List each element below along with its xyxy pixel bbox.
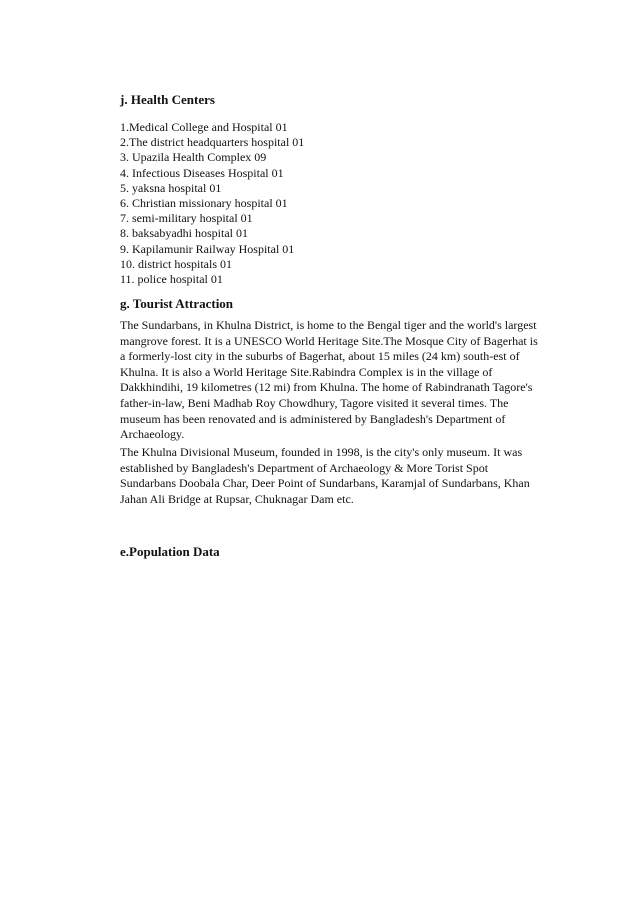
health-centers-list (120, 120, 304, 287)
list-item: 4. Infectious Diseases Hospital 01 (120, 165, 284, 180)
list-item: 9. Kapilamunir Railway Hospital 01 (120, 241, 295, 256)
tourist-paragraph-2: The Khulna Divisional Museum, founded in 1998, is the city's only museum. It was established by Bangladesh's Department of Archaeology & More Torist Spot Sundarbans Doobala Char, Deer Point of Sundarbans, Karamjal of Sundarbans, Khan Jahan Ali Bridge at Rupsar, Chuknagar Dam etc. (120, 445, 530, 506)
list-item: 10. district hospitals 01 (120, 256, 232, 271)
population-data-heading: e.Population Data (120, 544, 220, 559)
list-item: 3. Upazila Health Complex 09 (120, 150, 267, 165)
tourist-attraction-heading: g. Tourist Attraction (120, 296, 234, 311)
list-item: 11. police hospital 01 (120, 272, 223, 287)
list-item: 8. baksabyadhi hospital 01 (120, 226, 248, 241)
list-item: 6. Christian missionary hospital 01 (120, 196, 288, 211)
list-item: 2.The district headquarters hospital 01 (120, 135, 305, 150)
list-item: 7. semi-military hospital 01 (120, 211, 253, 226)
tourist-paragraph-1: The Sundarbans, in Khulna District, is home to the Bengal tiger and the world's largest mangrove forest. It is a UNESCO World Heritage Site.The Mosque City of Bagerhat is a formerly-lost city in the suburbs of Bagerhat, about 15 miles (24 km) south-est of Khulna. It is also a World Heritage Site.Rabindra Complex is in the village of Dakkhindihi, 19 kilometres (12 mi) from Khulna. The home of Rabindranath Tagore's father-in-law, Beni Madhab Roy Chowdhury, Tagore visited it several times. The museum has been renovated and is administered by Bangladesh's Department of Archaeology. (120, 318, 538, 442)
health-centers-heading: j. Health Centers (120, 92, 215, 107)
list-item: 1.Medical College and Hospital 01 (120, 120, 288, 134)
list-item: 5. yaksna hospital 01 (120, 180, 222, 195)
